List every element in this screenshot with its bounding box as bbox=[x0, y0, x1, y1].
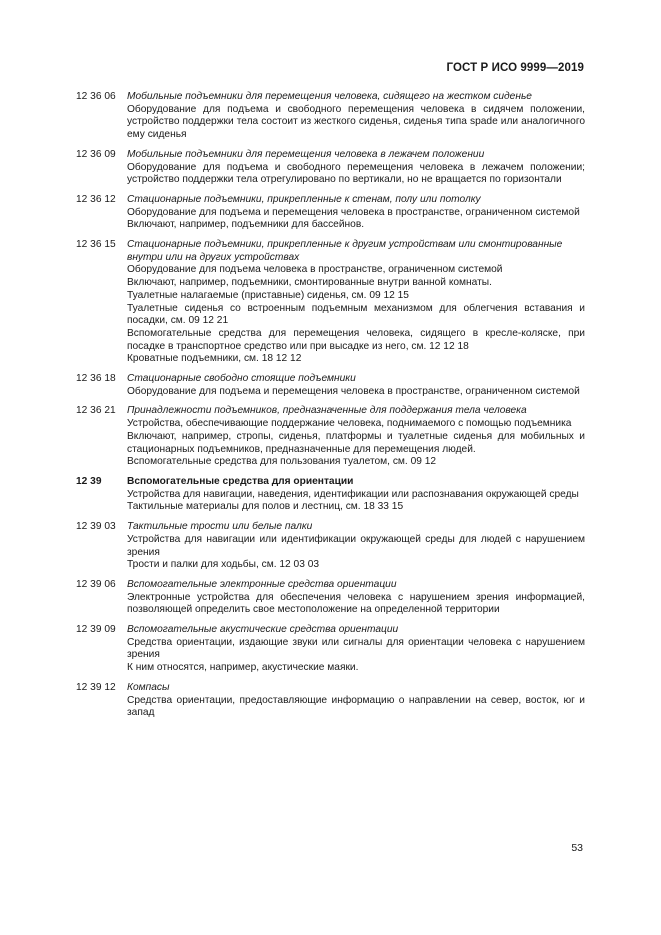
entry-code: 12 36 12 bbox=[76, 193, 116, 205]
entry-title: Компасы bbox=[127, 681, 170, 693]
classification-entry bbox=[76, 521, 585, 572]
entry-code: 12 39 12 bbox=[76, 681, 116, 693]
entry-body bbox=[127, 521, 585, 572]
entry-body bbox=[127, 579, 585, 617]
entry-body bbox=[127, 682, 585, 720]
classification-entry bbox=[76, 239, 585, 366]
entry-paragraph: Устройства для навигации или идентификации окружающей среды для людей с нарушением зрения bbox=[127, 533, 585, 558]
entry-code: 12 39 06 bbox=[76, 578, 116, 590]
entry-body bbox=[127, 239, 585, 366]
entry-paragraph: Тактильные материалы для полов и лестниц, см. 18 33 15 bbox=[127, 501, 404, 513]
classification-entry bbox=[76, 405, 585, 469]
entry-paragraph: Средства ориентации, предоставляющие информацию о направлении на север, восток, юг и запад bbox=[127, 694, 585, 719]
entry-paragraph: Устройства, обеспечивающие поддержание человека, поднимаемого с помощью подъемника bbox=[127, 418, 572, 430]
entry-code: 12 36 21 bbox=[76, 405, 116, 417]
classification-entry bbox=[76, 91, 585, 142]
entry-paragraph: Оборудование для подъема и перемещения человека в пространстве, ограниченном системой bbox=[127, 385, 580, 397]
entry-paragraph: Устройства для навигации, наведения, идентификации или распознавания окружающей среды bbox=[127, 488, 579, 500]
entry-title: Вспомогательные электронные средства ориентации bbox=[127, 578, 397, 590]
entry-paragraph: Трости и палки для ходьбы, см. 12 03 03 bbox=[127, 559, 320, 571]
entry-code: 12 36 18 bbox=[76, 373, 116, 385]
entry-paragraph: Вспомогательные средства для пользования туалетом, см. 09 12 bbox=[127, 456, 437, 468]
classification-entry bbox=[76, 149, 585, 187]
entry-paragraph: Включают, например, подъемники для бассейнов. bbox=[127, 219, 365, 231]
entry-paragraph: Оборудование для подъема и свободного перемещения человека в лежачем положении; устройство поддержки тела отрегулировано по вертикали, но не вращается по горизонтали bbox=[127, 161, 585, 186]
entry-title: Мобильные подъемники для перемещения человека, сидящего на жестком сиденье bbox=[127, 91, 532, 102]
entry-body bbox=[127, 476, 585, 514]
entry-body bbox=[127, 405, 585, 469]
entry-paragraph: Средства ориентации, издающие звуки или сигналы для ориентации человека с нарушением зрения bbox=[127, 636, 585, 661]
entry-title: Мобильные подъемники для перемещения человека в лежачем положении bbox=[127, 148, 485, 160]
entry-title: Тактильные трости или белые палки bbox=[127, 521, 313, 533]
entry-paragraph: Оборудование для подъема и перемещения человека в пространстве, ограниченном системой bbox=[127, 206, 580, 218]
entry-body bbox=[127, 624, 585, 675]
entry-paragraph: Вспомогательные средства для перемещения человека, сидящего в кресле-коляске, при посадке в транспортное средство или при высадке из него, см. 12 12 18 bbox=[127, 327, 585, 352]
entry-paragraph: Кроватные подъемники, см. 18 12 12 bbox=[127, 353, 302, 365]
entries-list bbox=[76, 91, 585, 727]
entry-title: Стационарные подъемники, прикрепленные к стенам, полу или потолку bbox=[127, 193, 481, 205]
entry-title: Принадлежности подъемников, предназначенные для поддержания тела человека bbox=[127, 405, 527, 417]
entry-code: 12 39 bbox=[76, 475, 102, 487]
classification-entry bbox=[76, 373, 585, 398]
entry-body bbox=[127, 149, 585, 187]
entry-title: Вспомогательные акустические средства ориентации bbox=[127, 624, 399, 636]
page-number: 53 bbox=[571, 842, 583, 854]
entry-title: Стационарные подъемники, прикрепленные к другим устройствам или смонтированные внутри или на других устройствах bbox=[127, 239, 563, 263]
entry-title: Стационарные свободно стоящие подъемники bbox=[127, 373, 356, 385]
entry-body bbox=[127, 91, 585, 142]
section-heading-entry bbox=[76, 476, 585, 514]
entry-paragraph: Включают, например, подъемники, смонтированные внутри ванной комнаты. bbox=[127, 277, 492, 289]
entry-paragraph: Оборудование для подъема человека в пространстве, ограниченном системой bbox=[127, 264, 503, 276]
classification-entry bbox=[76, 194, 585, 232]
entry-paragraph: Оборудование для подъема и свободного перемещения человека в сидячем положении, устройство поддержки тела состоит из жесткого сиденья, сиденья типа spade или аналогичного ему сиденья bbox=[127, 103, 585, 141]
entry-code: 12 39 09 bbox=[76, 624, 116, 636]
entry-paragraph: Электронные устройства для обеспечения человека с нарушением зрения информацией, позволяющей определить свое местоположение на определенной территории bbox=[127, 591, 585, 616]
classification-entry bbox=[76, 624, 585, 675]
entry-paragraph: К ним относятся, например, акустические маяки. bbox=[127, 662, 359, 674]
document-header: ГОСТ Р ИСО 9999—2019 bbox=[446, 62, 584, 74]
entry-code: 12 36 09 bbox=[76, 148, 116, 160]
entry-paragraph: Туалетные налагаемые (приставные) сиденья, см. 09 12 15 bbox=[127, 289, 409, 301]
entry-code: 12 36 15 bbox=[76, 239, 116, 251]
classification-entry bbox=[76, 579, 585, 617]
entry-code: 12 36 06 bbox=[76, 91, 116, 102]
entry-title: Вспомогательные средства для ориентации bbox=[127, 475, 354, 487]
entry-body bbox=[127, 194, 585, 232]
entry-paragraph: Включают, например, стропы, сиденья, платформы и туалетные сиденья для мобильных и стационарных подъемников, предназначенные для перемещения людей. bbox=[127, 430, 585, 455]
entry-code: 12 39 03 bbox=[76, 521, 116, 533]
entry-paragraph: Туалетные сиденья со встроенным подъемным механизмом для облегчения вставания и посадки, см. 09 12 21 bbox=[127, 302, 585, 327]
classification-entry bbox=[76, 682, 585, 720]
entry-body bbox=[127, 373, 585, 398]
